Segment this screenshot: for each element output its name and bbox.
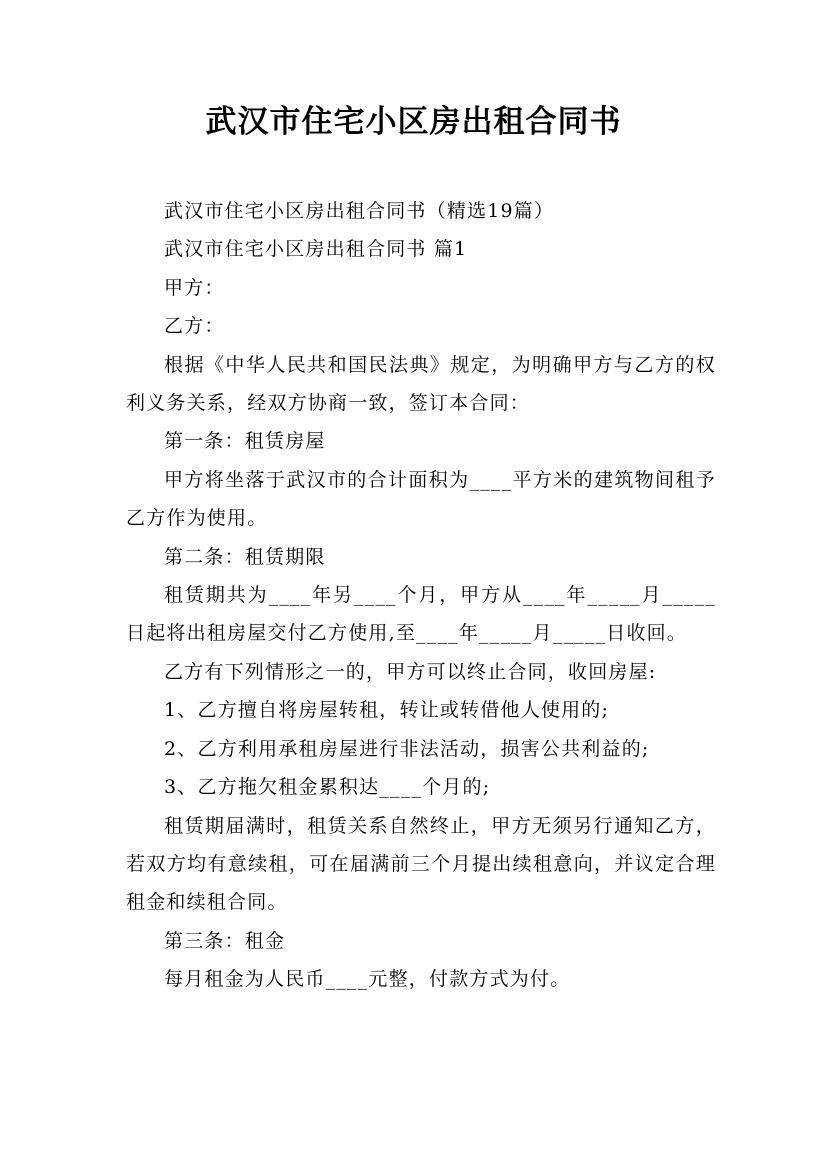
document-body [126,192,716,999]
termination-item-2: 2、乙方利用承租房屋进行非法活动，损害公共利益的; [164,737,650,760]
party-b-line: 乙方： [164,315,225,338]
article-1-paragraph: 甲方将坐落于武汉市的合计面积为____平方米的建筑物间租予乙方作为使用。 [126,468,716,530]
article-2-heading: 第二条：租赁期限 [164,545,326,568]
section-heading: 武汉市住宅小区房出租合同书 篇1 [164,238,468,261]
subtitle-paragraph: 武汉市住宅小区房出租合同书（精选19篇） [164,200,555,222]
termination-intro-paragraph: 乙方有下列情形之一的，甲方可以终止合同，收回房屋: [164,660,657,683]
termination-item-1: 1、乙方擅自将房屋转租，转让或转借他人使用的; [164,699,610,722]
party-a-line: 甲方： [164,276,225,299]
article-3-heading: 第三条：租金 [164,929,286,952]
document-title: 武汉市住宅小区房出租合同书 [205,104,622,140]
article-1-heading: 第一条：租赁房屋 [164,430,326,453]
termination-item-3: 3、乙方拖欠租金累积达____个月的; [164,776,491,799]
rent-paragraph: 每月租金为人民币____元整，付款方式为付。 [164,968,571,991]
lease-expiry-paragraph: 租赁期届满时，租赁关系自然终止，甲方无须另行通知乙方，若双方均有意续租，可在届满前三个月提出续租意向，并议定合理租金和续租合同。 [126,814,716,914]
lease-term-paragraph: 租赁期共为____年另____个月，甲方从____年_____月_____日起将出租房屋交付乙方使用,至____年_____月_____日收回。 [126,584,716,645]
preamble-paragraph: 根据《中华人民共和国民法典》规定，为明确甲方与乙方的权利义务关系，经双方协商一致，签订本合同： [126,353,716,415]
